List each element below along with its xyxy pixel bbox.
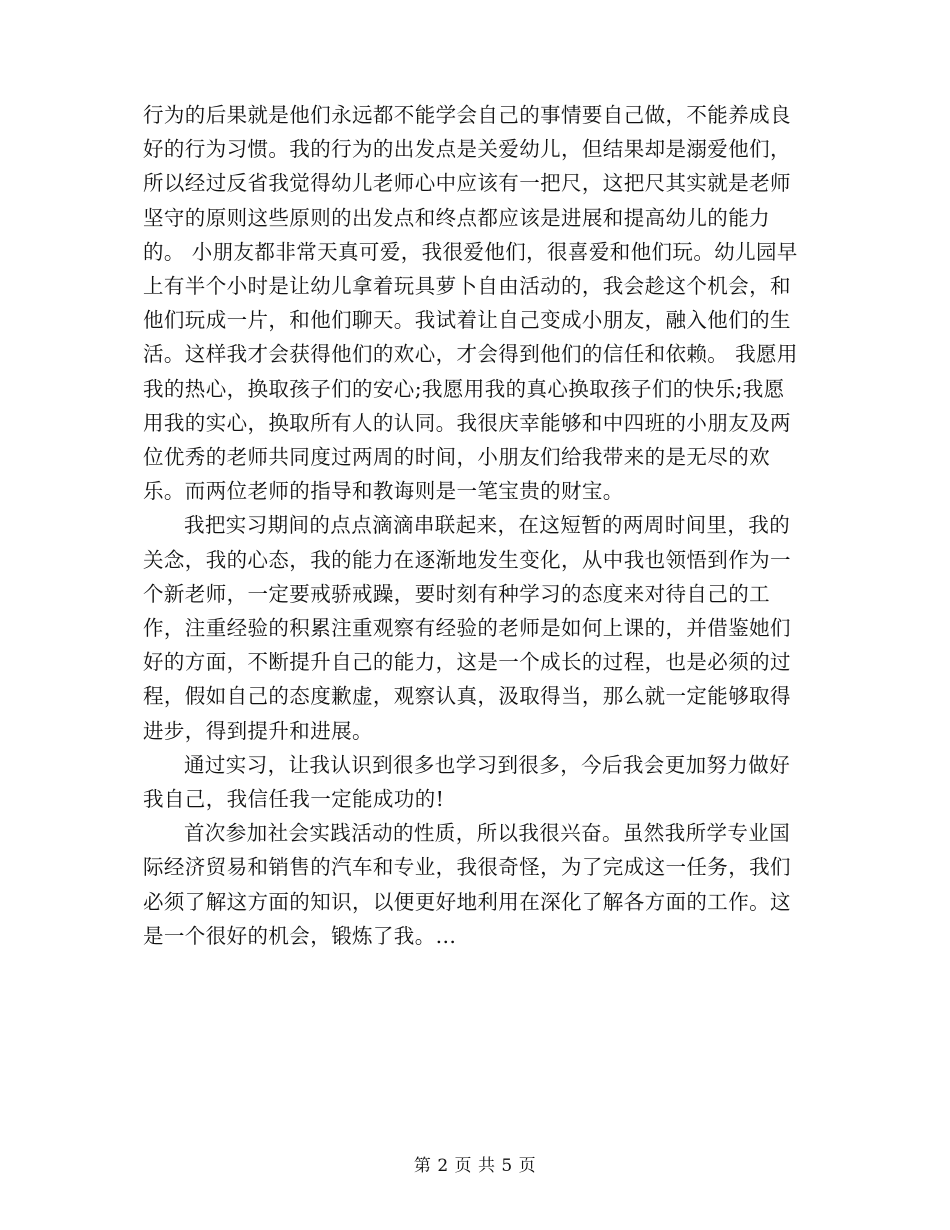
paragraph-2: 我把实习期间的点点滴滴串联起来，在这短暂的两周时间里，我的关念，我的心态，我的能力在逐渐地发生变化，从中我也领悟到作为一个新老师，一定要戒骄戒躁，要时刻有种学习的态度来对待自己的工作，注重经验的积累注重观察有经验的老师是如何上课的，并借鉴她们好的方面，不断提升自己的能力，这是一个成长的过程，也是必须的过程，假如自己的态度歉虚，观察认真，汲取得当，那么就一定能够取得进步，得到提升和进展。 — [143, 513, 791, 743]
paragraph-1: 行为的后果就是他们永远都不能学会自己的事情要自己做，不能养成良好的行为习惯。我的行为的出发点是关爱幼儿，但结果却是溺爱他们，所以经过反省我觉得幼儿老师心中应该有一把尺，这把尺其实就是老师坚守的原则这些原则的出发点和终点都应该是进展和提高幼儿的能力的。 小朋友都非常天真可爱，我很爱他们，很喜爱和他们玩。幼儿园早上有半个小时是让幼儿拿着玩具萝卜自由活动的，我会趁这个机会，和他们玩成一片，和他们聊天。我试着让自己变成小朋友，融入他们的生活。这样我才会获得他们的欢心，才会得到他们的信任和依赖。 我愿用我的热心，换取孩子们的安心;我愿用我的真心换取孩子们的快乐;我愿用我的实心，换取所有人的认同。我很庆幸能够和中四班的小朋友及两位优秀的老师共同度过两周的时间，小朋友们给我带来的是无尽的欢乐。而两位老师的指导和教诲则是一笔宝贵的财宝。 — [143, 103, 798, 504]
document-body — [143, 98, 803, 953]
page-number-footer: 第 2 页 共 5 页 — [413, 1156, 537, 1176]
paragraph-3: 通过实习，让我认识到很多也学习到很多，今后我会更加努力做好我自己，我信任我一定能成功的! — [143, 752, 791, 812]
paragraph-4: 首次参加社会实践活动的性质，所以我很兴奋。虽然我所学专业国际经济贸易和销售的汽车和专业，我很奇怪，为了完成这一任务，我们必须了解这方面的知识，以便更好地利用在深化了解各方面的工作。这是一个很好的机会，锻炼了我。... — [143, 821, 791, 948]
